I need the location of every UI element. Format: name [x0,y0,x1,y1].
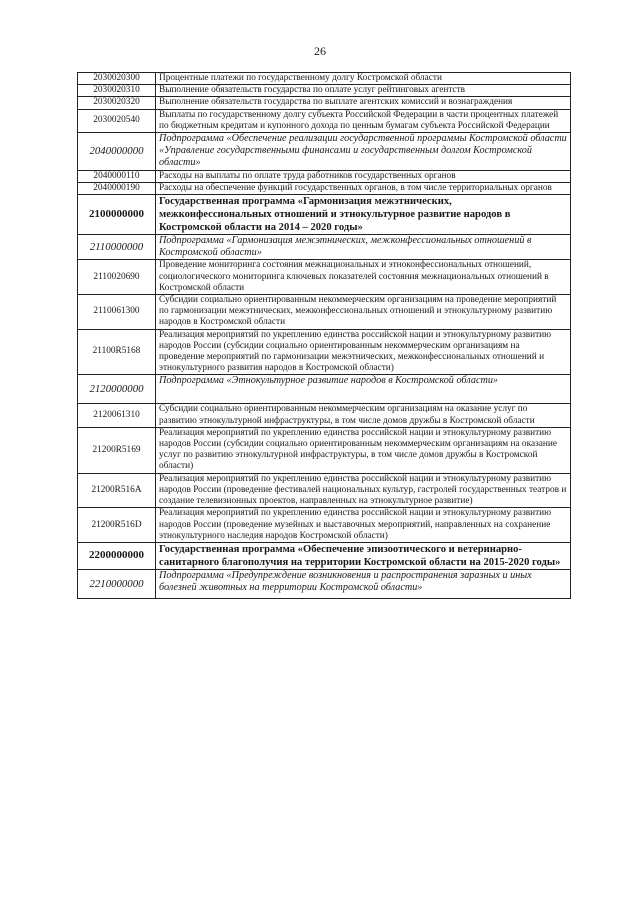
table-row [78,542,571,569]
table-row [78,473,571,508]
table-row [78,133,571,171]
classification-description: Реализация мероприятий по укреплению единства российской нации и этнокультурному развитию народов России (субсидии социально ориентированным некоммерческим организациям на оказание услуг по развитию этнокультурной инфраструктуры, в том числе домов дружбы в Костромской области) [156,427,571,473]
table-row [78,329,571,375]
classification-description: Государственная программа «Обеспечение эпизоотического и ветеринарно-санитарного благополучия на территории Костромской области на 2015-2020 годы» [156,542,571,569]
table-row [78,97,571,109]
budget-classification-table [77,72,571,599]
table-row [78,195,571,235]
classification-code: 21200R516D [78,508,156,543]
table-row [78,427,571,473]
classification-description: Реализация мероприятий по укреплению единства российской нации и этнокультурному развитию народов России (проведение музейных и выставочных мероприятий, направленных на сохранение этнокультурного наследия народов Костромской области) [156,508,571,543]
classification-code: 21200R5169 [78,427,156,473]
classification-description: Процентные платежи по государственному долгу Костромской области [156,73,571,85]
classification-description: Подпрограмма «Предупреждение возникновения и распространения заразных и иных болезней животных на территории Костромской области» [156,569,571,598]
page-number: 26 [314,44,326,58]
classification-code: 2120000000 [78,375,156,404]
classification-code: 2110061300 [78,295,156,330]
classification-code: 2030020300 [78,73,156,85]
classification-code: 21100R5168 [78,329,156,375]
classification-code: 2110000000 [78,235,156,260]
classification-code: 2030020310 [78,85,156,97]
classification-code: 2200000000 [78,542,156,569]
table-row [78,375,571,404]
classification-description: Проведение мониторинга состояния межнациональных и этноконфессиональных отношений, социологического мониторинга ключевых показателей состояния межнациональных отношений в Костромской области [156,260,571,295]
table-body [78,73,571,599]
classification-description: Подпрограмма «Этнокультурное развитие народов в Костромской области» [156,375,571,404]
classification-description: Реализация мероприятий по укреплению единства российской нации и этнокультурному развитию народов России (субсидии социально ориентированным некоммерческим организациям на проведение мероприятий по гармонизации межэтнических, межконфессиональных отношений и этнокультурного развития народов в Костромской области) [156,329,571,375]
classification-description: Подпрограмма «Обеспечение реализации государственной программы Костромской области «Управление государственными финансами и государственным долгом Костромской области» [156,133,571,171]
classification-code: 2040000000 [78,133,156,171]
classification-code: 2030020320 [78,97,156,109]
table-row [78,235,571,260]
table-row [78,260,571,295]
classification-description: Расходы на обеспечение функций государственных органов, в том числе территориальных органов [156,182,571,194]
table-row [78,73,571,85]
classification-code: 2210000000 [78,569,156,598]
classification-code: 2040000110 [78,170,156,182]
classification-code: 2030020540 [78,109,156,132]
classification-code: 2110020690 [78,260,156,295]
classification-code: 2100000000 [78,195,156,235]
table-row [78,404,571,427]
classification-description: Расходы на выплаты по оплате труда работников государственных органов [156,170,571,182]
table-row [78,569,571,598]
classification-description: Выплаты по государственному долгу субъекта Российской Федерации в части процентных платежей по бюджетным кредитам и купонного дохода по ценным бумагам субъекта Российской Федерации [156,109,571,132]
classification-code: 21200R516A [78,473,156,508]
table-row [78,182,571,194]
table-row [78,295,571,330]
classification-description: Государственная программа «Гармонизация межэтнических, межконфессиональных отношений и этнокультурное развитие народов в Костромской области на 2014 – 2020 годы» [156,195,571,235]
classification-description: Реализация мероприятий по укреплению единства российской нации и этнокультурному развитию народов России (проведение фестивалей национальных культур, гастролей государственных театров и создание телевизионных проектов, направленных на этнокультурное развитие) [156,473,571,508]
table-row [78,109,571,132]
classification-code: 2040000190 [78,182,156,194]
classification-description: Субсидии социально ориентированным некоммерческим организациям на проведение мероприятий по гармонизации межэтнических, межконфессиональных отношений и этнокультурному развитию народов в Костромской области [156,295,571,330]
table-row [78,508,571,543]
classification-description: Выполнение обязательств государства по оплате услуг рейтинговых агентств [156,85,571,97]
classification-description: Подпрограмма «Гармонизация межэтнических, межконфессиональных отношений в Костромской области» [156,235,571,260]
table-row [78,85,571,97]
classification-code: 2120061310 [78,404,156,427]
classification-description: Выполнение обязательств государства по выплате агентских комиссий и вознаграждения [156,97,571,109]
table-row [78,170,571,182]
classification-description: Субсидии социально ориентированным некоммерческим организациям на оказание услуг по развитию этнокультурной инфраструктуры, в том числе домов дружбы в Костромской области [156,404,571,427]
